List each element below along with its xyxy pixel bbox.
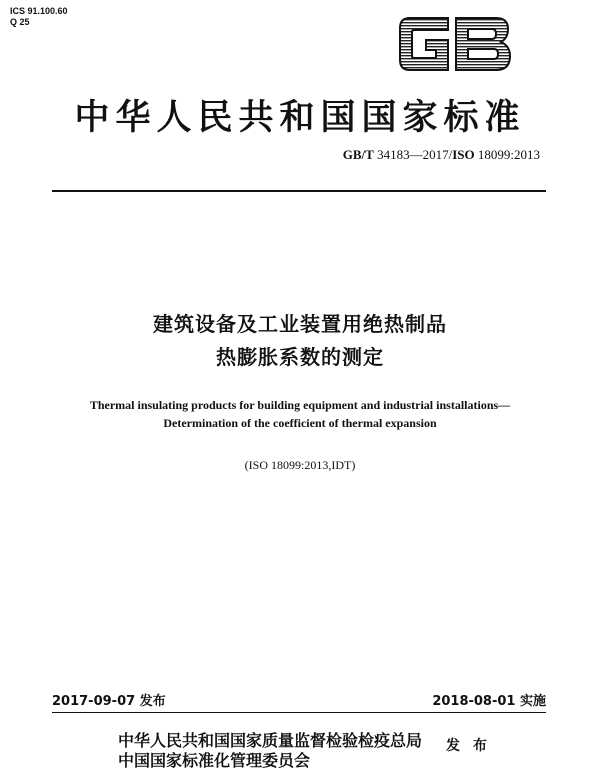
implement-date: 2018-08-01 实施 <box>432 694 546 709</box>
issuer-line2: 中国国家标准化管理委员会 <box>118 751 311 770</box>
issuer-line1: 中华人民共和国国家质量监督检验检疫总局 <box>118 731 423 750</box>
standard-name: 中华人民共和国国家标准 <box>74 97 526 138</box>
standard-code <box>343 147 540 163</box>
header-divider <box>52 190 546 192</box>
publish-date: 2017-09-07 发布 <box>52 694 166 709</box>
iso-reference: (ISO 18099:2013,IDT) <box>244 458 356 472</box>
issued-label: 发 布 <box>446 738 491 754</box>
code-iso: ISO <box>452 147 475 162</box>
code-prefix: GB/T <box>342 147 374 162</box>
code-number: 34183—2017/ <box>373 147 453 162</box>
footer-divider <box>52 712 546 713</box>
classification-codes <box>10 6 68 28</box>
gb-logo <box>396 10 514 78</box>
title-en-line1: Thermal insulating products for building equipment and industrial installations— <box>89 398 511 412</box>
ccs-code: Q 25 <box>10 17 30 27</box>
code-iso-number: 18099:2013 <box>474 147 540 162</box>
title-en-line2: Determination of the coefficient of thermal expansion <box>163 416 437 430</box>
title-cn-line1: 建筑设备及工业装置用绝热制品 <box>153 312 447 336</box>
ics-code: ICS 91.100.60 <box>10 6 68 16</box>
title-cn-line2: 热膨胀系数的测定 <box>216 345 384 369</box>
